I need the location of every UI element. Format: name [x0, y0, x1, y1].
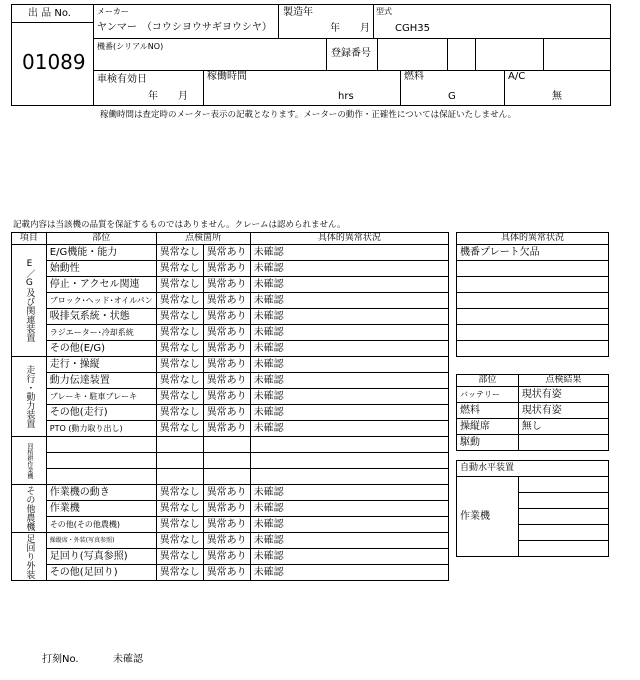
row-part: 操縦席・外装(写真参照) — [46, 533, 156, 549]
ng-option — [203, 437, 250, 453]
col-header-item: 項目 — [12, 233, 47, 245]
table-row — [12, 357, 449, 373]
row-part: その他(その他農機) — [46, 517, 156, 533]
ng-option: 異常あり — [203, 501, 250, 517]
row-status — [250, 437, 448, 453]
side-result: 現状有姿 — [518, 403, 608, 419]
side-header: 具体的異常状況 — [457, 233, 609, 245]
row-status: 未確認 — [250, 325, 448, 341]
side-result — [518, 435, 608, 451]
row-status: 未確認 — [250, 357, 448, 373]
divider — [400, 70, 401, 106]
model-label: 型式 — [376, 7, 392, 16]
side-part: バッテリー — [457, 387, 519, 403]
side-leveler: 自動水平装置 — [457, 461, 609, 477]
row-part — [46, 437, 156, 453]
ok-option: 異常なし — [156, 277, 203, 293]
ng-option: 異常あり — [203, 421, 250, 437]
table-row — [457, 261, 609, 277]
table-row — [457, 341, 609, 357]
ok-option — [156, 437, 203, 453]
table-row — [457, 309, 609, 325]
ng-option: 異常あり — [203, 565, 250, 581]
serial-label: 機番(シリアルNO) — [97, 42, 164, 51]
table-row — [457, 325, 609, 341]
group-label: E／G及び関連装置 — [12, 245, 47, 357]
ok-option: 異常なし — [156, 325, 203, 341]
row-part: その他(足回り) — [46, 565, 156, 581]
table-row — [12, 245, 449, 261]
ok-option: 異常なし — [156, 405, 203, 421]
ok-option: 異常なし — [156, 261, 203, 277]
ng-option: 異常あり — [203, 485, 250, 501]
header-block — [11, 4, 611, 106]
year-label: 製造年 — [283, 7, 313, 18]
maker-label: メーカー — [97, 7, 129, 16]
group-label: 回植耕作業機 — [12, 437, 47, 485]
divider — [93, 4, 94, 106]
ng-option — [203, 469, 250, 485]
row-status: 未確認 — [250, 501, 448, 517]
ok-option: 異常なし — [156, 293, 203, 309]
group-label: 足回り外装 — [12, 533, 47, 581]
table-row — [12, 501, 449, 517]
row-part: ブロック･ヘッド･オイルパン — [46, 293, 156, 309]
row-status: 未確認 — [250, 261, 448, 277]
side-implement-label: 作業機 — [457, 477, 519, 557]
side-part: 燃料 — [457, 403, 519, 419]
row-status: 未確認 — [250, 549, 448, 565]
lot-number: 01089 — [22, 50, 86, 74]
row-status: 未確認 — [250, 309, 448, 325]
ng-option: 異常あり — [203, 533, 250, 549]
table-row — [457, 293, 609, 309]
row-part: E/G機能・能力 — [46, 245, 156, 261]
ok-option: 異常なし — [156, 501, 203, 517]
table-row — [457, 419, 609, 435]
row-status: 未確認 — [250, 277, 448, 293]
ok-option: 異常なし — [156, 389, 203, 405]
ac-value: 無 — [552, 91, 562, 102]
ng-option: 異常あり — [203, 325, 250, 341]
ok-option — [156, 453, 203, 469]
disclaimer: 記載内容は当該機の品質を保証するものではありません。クレームは認められません。 — [13, 220, 346, 230]
divider — [504, 70, 505, 106]
ok-option: 異常なし — [156, 549, 203, 565]
row-part: ラジエーター･冷却系統 — [46, 325, 156, 341]
table-row — [12, 373, 449, 389]
table-row — [12, 565, 449, 581]
row-part: 作業機の動き — [46, 485, 156, 501]
table-row — [12, 405, 449, 421]
ng-option — [203, 453, 250, 469]
hours-label: 稼働時間 — [207, 71, 247, 82]
row-part: 足回り(写真参照) — [46, 549, 156, 565]
divider — [93, 38, 611, 39]
fuel-label: 燃料 — [404, 71, 424, 82]
row-part: その他(E/G) — [46, 341, 156, 357]
hours-unit: hrs — [338, 91, 354, 102]
stamp-value: 未確認 — [113, 654, 143, 665]
table-row — [12, 533, 449, 549]
row-part: 動力伝達装置 — [46, 373, 156, 389]
ng-option: 異常あり — [203, 293, 250, 309]
side-issue: 機番プレート欠品 — [457, 245, 609, 261]
ng-option: 異常あり — [203, 261, 250, 277]
side-issues-table — [456, 232, 609, 357]
divider — [326, 38, 327, 70]
row-status — [250, 469, 448, 485]
ng-option: 異常あり — [203, 373, 250, 389]
ng-option: 異常あり — [203, 245, 250, 261]
table-row — [12, 325, 449, 341]
table-row — [12, 437, 449, 453]
side-check-table — [456, 374, 609, 451]
row-part — [46, 453, 156, 469]
row-status: 未確認 — [250, 565, 448, 581]
side-result: 現状有姿 — [518, 387, 608, 403]
table-row — [12, 261, 449, 277]
fuel-unit: G — [448, 91, 456, 102]
table-row — [457, 387, 609, 403]
inspect-unit: 年 月 — [148, 91, 188, 102]
lot-label: 出 品 No. — [28, 8, 71, 19]
table-row — [12, 309, 449, 325]
divider — [377, 38, 378, 70]
stamp-label: 打刻No. — [42, 654, 79, 665]
ng-option: 異常あり — [203, 357, 250, 373]
ok-option: 異常なし — [156, 373, 203, 389]
ng-option: 異常あり — [203, 549, 250, 565]
table-row — [12, 293, 449, 309]
table-row — [12, 453, 449, 469]
divider — [475, 38, 476, 70]
group-label: その他農機 — [12, 485, 47, 533]
table-row — [12, 389, 449, 405]
ok-option: 異常なし — [156, 485, 203, 501]
ng-option: 異常あり — [203, 389, 250, 405]
table-row — [12, 485, 449, 501]
divider — [543, 38, 544, 70]
maker-value: ヤンマー （コウシヨウサギヨウシヤ） — [97, 22, 272, 33]
ac-label: A/C — [508, 71, 526, 82]
table-row — [12, 517, 449, 533]
row-status: 未確認 — [250, 373, 448, 389]
row-status: 未確認 — [250, 341, 448, 357]
year-unit: 年 月 — [330, 23, 370, 34]
side-col-result: 点検結果 — [518, 375, 608, 387]
table-row — [457, 245, 609, 261]
hours-note: 稼働時間は査定時のメーター表示の記載となります。メーターの動作・正確性については保証いたしません。 — [100, 110, 517, 120]
side-result: 無し — [518, 419, 608, 435]
row-part: その他(走行) — [46, 405, 156, 421]
col-header-status: 具体的異常状況 — [250, 233, 448, 245]
col-header-part: 部位 — [46, 233, 156, 245]
ok-option: 異常なし — [156, 565, 203, 581]
ok-option: 異常なし — [156, 309, 203, 325]
ok-option — [156, 469, 203, 485]
row-part: 走行・操縦 — [46, 357, 156, 373]
divider — [278, 4, 279, 38]
row-part: 作業機 — [46, 501, 156, 517]
side-part: 駆動 — [457, 435, 519, 451]
row-status — [250, 453, 448, 469]
ok-option: 異常なし — [156, 421, 203, 437]
row-status: 未確認 — [250, 293, 448, 309]
row-status: 未確認 — [250, 533, 448, 549]
row-part: 停止・アクセル関連 — [46, 277, 156, 293]
table-row — [457, 277, 609, 293]
table-row — [12, 549, 449, 565]
ng-option: 異常あり — [203, 517, 250, 533]
row-part: 吸排気系統・状態 — [46, 309, 156, 325]
ok-option: 異常なし — [156, 357, 203, 373]
row-part: 始動性 — [46, 261, 156, 277]
table-row — [12, 421, 449, 437]
row-part: ブレーキ・駐車ブレーキ — [46, 389, 156, 405]
row-status: 未確認 — [250, 421, 448, 437]
ok-option: 異常なし — [156, 245, 203, 261]
table-row — [457, 435, 609, 451]
row-status: 未確認 — [250, 245, 448, 261]
inspect-label: 車検有効日 — [97, 74, 147, 85]
side-implement-table — [456, 460, 609, 557]
table-row — [12, 341, 449, 357]
ng-option: 異常あり — [203, 405, 250, 421]
side-part: 操縦席 — [457, 419, 519, 435]
group-label: 走行・動力装置 — [12, 357, 47, 437]
divider — [373, 4, 374, 38]
divider — [11, 22, 93, 23]
inspection-table — [11, 232, 449, 581]
row-status: 未確認 — [250, 485, 448, 501]
ok-option: 異常なし — [156, 341, 203, 357]
divider — [447, 38, 448, 70]
row-part: PTO (動力取り出し) — [46, 421, 156, 437]
divider — [203, 70, 204, 106]
divider — [93, 70, 611, 71]
table-row — [457, 461, 609, 477]
row-status: 未確認 — [250, 389, 448, 405]
row-part — [46, 469, 156, 485]
col-header-check: 点検箇所 — [156, 233, 250, 245]
ng-option: 異常あり — [203, 277, 250, 293]
model-value: CGH35 — [395, 23, 430, 34]
table-row — [12, 469, 449, 485]
ok-option: 異常なし — [156, 517, 203, 533]
ng-option: 異常あり — [203, 341, 250, 357]
ng-option: 異常あり — [203, 309, 250, 325]
ok-option: 異常なし — [156, 533, 203, 549]
side-col-part: 部位 — [457, 375, 519, 387]
table-row — [457, 403, 609, 419]
reg-label: 登録番号 — [331, 48, 371, 59]
table-row — [457, 477, 609, 493]
row-status: 未確認 — [250, 517, 448, 533]
table-row — [12, 277, 449, 293]
row-status: 未確認 — [250, 405, 448, 421]
